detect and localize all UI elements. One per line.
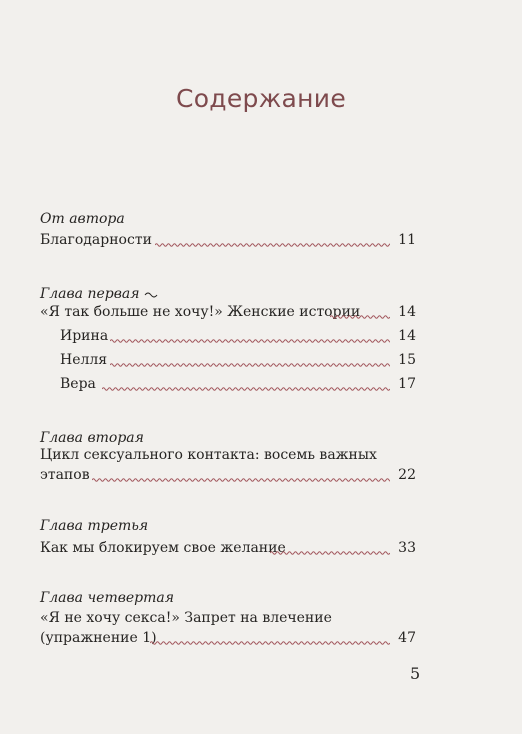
- chapter-heading-3: Глава третья: [40, 518, 149, 534]
- toc-entry-blocking-desire[interactable]: [40, 538, 416, 558]
- toc-entry-label-line1: Цикл сексуального контакта: восемь важных: [40, 447, 377, 463]
- leader-line: [150, 639, 390, 647]
- toc-entry-label: Благодарности: [40, 232, 152, 248]
- leader-line: [92, 476, 390, 484]
- leader-line: [270, 549, 390, 557]
- page-title: Содержание: [175, 84, 347, 113]
- toc-entry-page: 33: [398, 540, 416, 556]
- toc-entry-nellya[interactable]: [40, 350, 416, 370]
- toc-entry-label: Как мы блокируем свое желание: [40, 540, 286, 556]
- page-number: 5: [410, 664, 421, 683]
- leader-line: [102, 385, 390, 393]
- toc-entry-vera[interactable]: [40, 374, 416, 394]
- toc-entry-irina[interactable]: [40, 326, 416, 346]
- toc-entry-label: (упражнение 1): [40, 630, 157, 646]
- toc-entry-page: 22: [398, 467, 416, 483]
- toc-entry-page: 47: [398, 630, 416, 646]
- toc-entry-acknowledgements[interactable]: [40, 230, 416, 250]
- toc-entry-page: 14: [398, 304, 416, 320]
- chapter-heading-1: [40, 286, 158, 302]
- toc-entry-womens-stories[interactable]: [40, 302, 416, 322]
- chapter-heading-label: Глава первая: [40, 286, 140, 302]
- toc-entry-page: 14: [398, 328, 416, 344]
- chapter-heading-4: Глава четвертая: [40, 590, 175, 606]
- toc-entry-page: 15: [398, 352, 416, 368]
- chapter-squiggle: [144, 290, 158, 300]
- toc-entry-label: «Я так больше не хочу!» Женские истории: [40, 304, 361, 320]
- chapter-heading-author: От автора: [40, 211, 125, 227]
- toc-entry-label: этапов: [40, 467, 90, 483]
- leader-line: [155, 241, 390, 249]
- toc-entry-page: 17: [398, 376, 416, 392]
- toc-entry-label: Ирина: [60, 328, 109, 344]
- toc-entry-page: 11: [398, 232, 416, 248]
- toc-entry-label: Вера: [60, 376, 96, 392]
- leader-line: [110, 361, 390, 369]
- leader-line: [110, 337, 390, 345]
- chapter-heading-2: Глава вторая: [40, 430, 144, 446]
- leader-line: [330, 313, 390, 321]
- toc-entry-label-line1: «Я не хочу секса!» Запрет на влечение: [40, 610, 332, 626]
- toc-entry-sexual-cycle[interactable]: [40, 465, 416, 485]
- toc-entry-label: Нелля: [60, 352, 108, 368]
- toc-entry-ban-on-desire[interactable]: [40, 628, 416, 648]
